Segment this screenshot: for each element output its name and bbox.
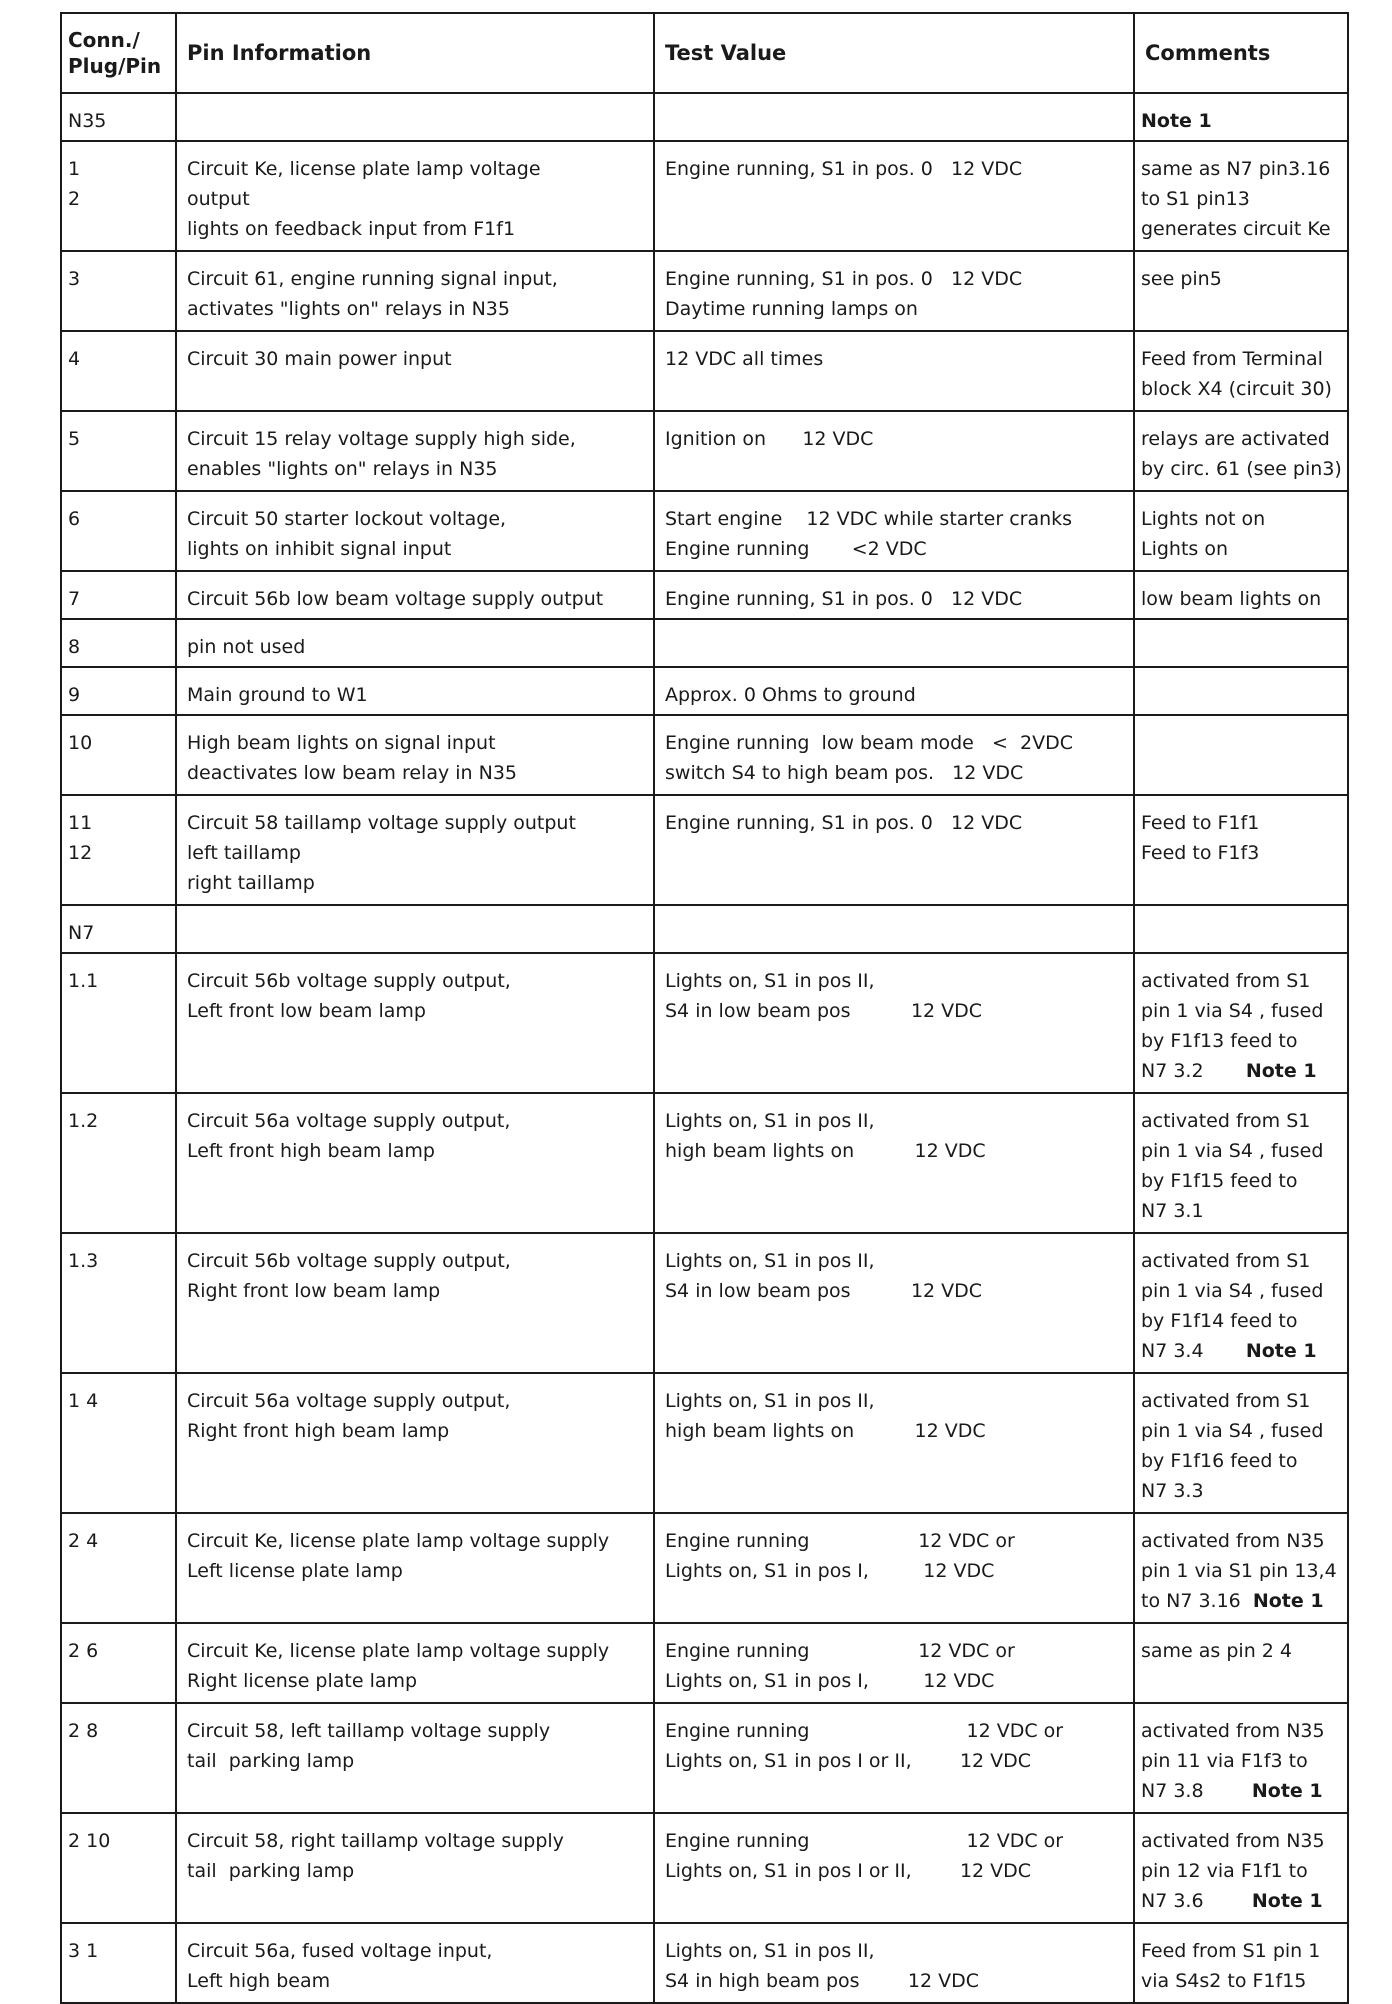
table-header-row (61, 13, 1348, 93)
table-row (61, 905, 1348, 953)
comment-text: Feed from S1 pin 1 (1141, 1940, 1321, 1962)
test-value-line: Engine running 12 VDC or (665, 1830, 1064, 1852)
test-value-line: Lights on, S1 in pos I, 12 VDC (665, 1670, 995, 1692)
cell-test-value (654, 1923, 1134, 2003)
cell-pin-information (176, 1093, 654, 1233)
comment-line (1141, 264, 1343, 294)
cell-conn-plug-pin (61, 667, 176, 715)
cell-pin-information (176, 905, 654, 953)
cell-pin-information (176, 93, 654, 141)
table-row (61, 331, 1348, 411)
conn-line: N7 (68, 922, 95, 944)
cell-test-value (654, 1233, 1134, 1373)
conn-line: 5 (68, 428, 81, 450)
pin-info-line: Circuit 56a, fused voltage input, (187, 1940, 493, 1962)
test-value-line: Engine running 12 VDC or (665, 1720, 1064, 1742)
comment-text: to N7 3.16 (1141, 1590, 1253, 1612)
conn-line: 6 (68, 508, 81, 530)
table-row (61, 571, 1348, 619)
cell-pin-information (176, 1513, 654, 1623)
cell-conn-plug-pin (61, 1813, 176, 1923)
cell-conn-plug-pin (61, 411, 176, 491)
comment-line (1141, 1056, 1343, 1086)
test-value-line: Lights on, S1 in pos II, (665, 1940, 875, 1962)
comment-line (1141, 996, 1343, 1026)
table-row (61, 953, 1348, 1093)
table-body (61, 93, 1348, 2003)
cell-test-value (654, 251, 1134, 331)
cell-test-value (654, 411, 1134, 491)
comment-text: pin 11 via F1f3 to (1141, 1750, 1308, 1772)
test-value-line: S4 in low beam pos 12 VDC (665, 1000, 983, 1022)
cell-conn-plug-pin (61, 1513, 176, 1623)
pin-info-line: Left front high beam lamp (187, 1140, 435, 1162)
cell-test-value (654, 795, 1134, 905)
comment-text: N7 3.4 (1141, 1340, 1246, 1362)
pin-info-line: Circuit 58, left taillamp voltage supply (187, 1720, 551, 1742)
table-row (61, 1233, 1348, 1373)
comment-text: N7 3.3 (1141, 1480, 1204, 1502)
pin-info-line: activates "lights on" relays in N35 (187, 298, 510, 320)
table-row (61, 141, 1348, 251)
cell-pin-information (176, 1703, 654, 1813)
cell-test-value (654, 1093, 1134, 1233)
cell-conn-plug-pin (61, 1233, 176, 1373)
pin-info-line: tail parking lamp (187, 1750, 355, 1772)
cell-test-value (654, 141, 1134, 251)
test-value-line: Start engine 12 VDC while starter cranks (665, 508, 1073, 530)
comment-line (1141, 1886, 1343, 1916)
comment-line (1141, 1166, 1343, 1196)
pin-info-line: enables "lights on" relays in N35 (187, 458, 498, 480)
comment-text: pin 1 via S4 , fused (1141, 1280, 1324, 1302)
comment-line (1141, 1716, 1343, 1746)
comment-line (1141, 344, 1343, 374)
cell-conn-plug-pin (61, 331, 176, 411)
cell-comments (1134, 619, 1348, 667)
cell-conn-plug-pin (61, 571, 176, 619)
cell-pin-information (176, 953, 654, 1093)
cell-pin-information (176, 667, 654, 715)
test-value-line: S4 in high beam pos 12 VDC (665, 1970, 979, 1992)
table-row (61, 1813, 1348, 1923)
comment-text: via S4s2 to F1f15 (1141, 1970, 1307, 1992)
pin-info-line: High beam lights on signal input (187, 732, 496, 754)
test-value-line: Lights on, S1 in pos I or II, 12 VDC (665, 1750, 1032, 1772)
test-value-line: Engine running 12 VDC or (665, 1530, 1015, 1552)
comment-text: Feed to F1f3 (1141, 842, 1260, 864)
conn-line: 3 (68, 268, 81, 290)
pin-info-line: deactivates low beam relay in N35 (187, 762, 517, 784)
comment-line (1141, 1776, 1343, 1806)
cell-comments (1134, 1093, 1348, 1233)
pin-info-line: lights on inhibit signal input (187, 538, 452, 560)
cell-comments (1134, 93, 1348, 141)
table-row (61, 1513, 1348, 1623)
conn-line: 7 (68, 588, 81, 610)
cell-conn-plug-pin (61, 795, 176, 905)
cell-comments (1134, 1813, 1348, 1923)
cell-pin-information (176, 491, 654, 571)
cell-test-value (654, 953, 1134, 1093)
comment-text: pin 1 via S4 , fused (1141, 1140, 1324, 1162)
comment-line (1141, 1026, 1343, 1056)
pin-info-line: lights on feedback input from F1f1 (187, 218, 516, 240)
cell-test-value (654, 1703, 1134, 1813)
cell-comments (1134, 1233, 1348, 1373)
header-comments: Comments (1134, 13, 1348, 93)
comment-text: activated from S1 (1141, 970, 1311, 992)
comment-line (1141, 1586, 1343, 1616)
cell-test-value (654, 1513, 1134, 1623)
pin-info-line: Circuit Ke, license plate lamp voltage (187, 158, 541, 180)
pin-info-line: Circuit 58 taillamp voltage supply output (187, 812, 576, 834)
cell-test-value (654, 905, 1134, 953)
test-value-line: Engine running low beam mode < 2VDC (665, 732, 1073, 754)
cell-test-value (654, 1373, 1134, 1513)
conn-line: 12 (68, 842, 93, 864)
pin-info-line: Left front low beam lamp (187, 1000, 426, 1022)
comment-line (1141, 808, 1343, 838)
comment-line (1141, 1416, 1343, 1446)
cell-comments (1134, 953, 1348, 1093)
comment-text: by F1f15 feed to (1141, 1170, 1298, 1192)
pin-info-line: Left license plate lamp (187, 1560, 403, 1582)
test-value-line: Lights on, S1 in pos II, (665, 1250, 875, 1272)
cell-comments (1134, 491, 1348, 571)
conn-line: 1.3 (68, 1250, 99, 1272)
test-value-line: Ignition on 12 VDC (665, 428, 874, 450)
cell-test-value (654, 93, 1134, 141)
comment-text: relays are activated (1141, 428, 1330, 450)
cell-test-value (654, 667, 1134, 715)
cell-comments (1134, 331, 1348, 411)
pin-info-line: Circuit Ke, license plate lamp voltage supply (187, 1530, 610, 1552)
cell-comments (1134, 1623, 1348, 1703)
test-value-line: switch S4 to high beam pos. 12 VDC (665, 762, 1024, 784)
comment-line (1141, 1476, 1343, 1506)
comment-line (1141, 1106, 1343, 1136)
comment-line (1141, 424, 1343, 454)
comment-text: Feed to F1f1 (1141, 812, 1260, 834)
pin-info-line: Circuit 15 relay voltage supply high side, (187, 428, 576, 450)
test-value-line: Engine running 12 VDC or (665, 1640, 1015, 1662)
comment-text: N7 3.1 (1141, 1200, 1204, 1222)
comment-line (1141, 154, 1343, 184)
pin-info-line: Right license plate lamp (187, 1670, 418, 1692)
pin-info-line: Circuit 56b low beam voltage supply output (187, 588, 604, 610)
pin-info-line: Main ground to W1 (187, 684, 368, 706)
cell-conn-plug-pin (61, 141, 176, 251)
pin-info-line: Circuit 56a voltage supply output, (187, 1110, 511, 1132)
comment-text: activated from S1 (1141, 1110, 1311, 1132)
cell-comments (1134, 715, 1348, 795)
cell-conn-plug-pin (61, 1373, 176, 1513)
conn-line: 1.2 (68, 1110, 99, 1132)
pin-info-line: Circuit 61, engine running signal input, (187, 268, 558, 290)
comment-line (1141, 1746, 1343, 1776)
note-reference: Note 1 (1245, 1060, 1317, 1082)
cell-comments (1134, 251, 1348, 331)
test-value-line: Lights on, S1 in pos II, (665, 1110, 875, 1132)
comment-text: N7 3.2 (1141, 1060, 1246, 1082)
pin-info-line: pin not used (187, 636, 306, 658)
comment-line (1141, 1386, 1343, 1416)
comment-text: activated from N35 (1141, 1530, 1325, 1552)
pin-info-line: Left high beam (187, 1970, 331, 1992)
pin-info-line: Circuit 30 main power input (187, 348, 452, 370)
table-row (61, 667, 1348, 715)
comment-line (1141, 1136, 1343, 1166)
header-conn-line: Plug/Pin (68, 54, 162, 78)
pin-info-line: Circuit 56a voltage supply output, (187, 1390, 511, 1412)
cell-comments (1134, 411, 1348, 491)
header-conn-line: Conn./ (68, 28, 140, 52)
test-value-line: 12 VDC all times (665, 348, 824, 370)
comment-text: activated from S1 (1141, 1390, 1311, 1412)
comment-text: by F1f13 feed to (1141, 1030, 1298, 1052)
pin-information-table (60, 12, 1349, 2004)
table-row (61, 1373, 1348, 1513)
comment-line (1141, 1856, 1343, 1886)
pin-info-line: Circuit 56b voltage supply output, (187, 1250, 511, 1272)
comment-line (1141, 838, 1343, 868)
comment-line (1141, 504, 1343, 534)
table-row (61, 491, 1348, 571)
comment-text: by F1f16 feed to (1141, 1450, 1298, 1472)
cell-conn-plug-pin (61, 905, 176, 953)
cell-conn-plug-pin (61, 1703, 176, 1813)
comment-text: by circ. 61 (see pin3) (1141, 458, 1342, 480)
cell-comments (1134, 571, 1348, 619)
cell-test-value (654, 1813, 1134, 1923)
comment-line (1141, 1196, 1343, 1226)
comment-text: pin 12 via F1f1 to (1141, 1860, 1308, 1882)
conn-line: 2 6 (68, 1640, 99, 1662)
comment-line (1141, 1246, 1343, 1276)
test-value-line: Engine running <2 VDC (665, 538, 927, 560)
table-row (61, 715, 1348, 795)
test-value-line: high beam lights on 12 VDC (665, 1420, 986, 1442)
cell-pin-information (176, 1373, 654, 1513)
cell-comments (1134, 141, 1348, 251)
comment-text: same as N7 pin3.16 (1141, 158, 1331, 180)
table-row (61, 1093, 1348, 1233)
pin-info-line: tail parking lamp (187, 1860, 355, 1882)
cell-test-value (654, 1623, 1134, 1703)
note-reference: Note 1 (1252, 1590, 1324, 1612)
conn-line: 11 (68, 812, 93, 834)
cell-test-value (654, 571, 1134, 619)
conn-line: 2 8 (68, 1720, 99, 1742)
comment-text: by F1f14 feed to (1141, 1310, 1298, 1332)
comment-line (1141, 1966, 1343, 1996)
test-value-line: S4 in low beam pos 12 VDC (665, 1280, 983, 1302)
comment-line (1141, 184, 1343, 214)
cell-conn-plug-pin (61, 251, 176, 331)
comment-text: N7 3.8 (1141, 1780, 1252, 1802)
header-test-value: Test Value (654, 13, 1134, 93)
comment-line (1141, 1446, 1343, 1476)
cell-conn-plug-pin (61, 93, 176, 141)
table-row (61, 1703, 1348, 1813)
pin-info-line: Right front low beam lamp (187, 1280, 441, 1302)
comment-text: same as pin 2 4 (1141, 1640, 1292, 1662)
comment-text: generates circuit Ke (1141, 218, 1331, 240)
cell-test-value (654, 715, 1134, 795)
note-reference: Note 1 (1245, 1340, 1317, 1362)
comment-line (1141, 1276, 1343, 1306)
comment-text: activated from S1 (1141, 1250, 1311, 1272)
table-row (61, 1623, 1348, 1703)
conn-line: 2 4 (68, 1530, 99, 1552)
conn-line: 9 (68, 684, 81, 706)
cell-conn-plug-pin (61, 619, 176, 667)
test-value-line: Lights on, S1 in pos I or II, 12 VDC (665, 1860, 1032, 1882)
cell-comments (1134, 1923, 1348, 2003)
cell-test-value (654, 331, 1134, 411)
comment-text: Note 1 (1141, 110, 1212, 132)
comment-line (1141, 1336, 1343, 1366)
comment-line (1141, 1526, 1343, 1556)
pin-info-line: Circuit 56b voltage supply output, (187, 970, 511, 992)
comment-text: pin 1 via S4 , fused (1141, 1000, 1324, 1022)
cell-pin-information (176, 619, 654, 667)
comment-text: N7 3.6 (1141, 1890, 1252, 1912)
cell-test-value (654, 491, 1134, 571)
pin-info-line: right taillamp (187, 872, 315, 894)
comment-text: activated from N35 (1141, 1830, 1325, 1852)
cell-pin-information (176, 795, 654, 905)
comment-text: low beam lights on (1141, 588, 1322, 610)
comment-line (1141, 966, 1343, 996)
comment-line (1141, 454, 1343, 484)
cell-conn-plug-pin (61, 715, 176, 795)
cell-comments (1134, 1513, 1348, 1623)
comment-text: Lights on (1141, 538, 1229, 560)
pin-info-line: Circuit 58, right taillamp voltage supply (187, 1830, 564, 1852)
cell-pin-information (176, 251, 654, 331)
cell-comments (1134, 667, 1348, 715)
cell-comments (1134, 1703, 1348, 1813)
comment-line (1141, 106, 1343, 136)
cell-conn-plug-pin (61, 1923, 176, 2003)
pin-info-line: Right front high beam lamp (187, 1420, 450, 1442)
note-reference: Note 1 (1251, 1780, 1323, 1802)
pin-info-line: Circuit Ke, license plate lamp voltage supply (187, 1640, 610, 1662)
table-row (61, 411, 1348, 491)
conn-line: 2 10 (68, 1830, 111, 1852)
cell-pin-information (176, 331, 654, 411)
header-pin-information: Pin Information (176, 13, 654, 93)
comment-line (1141, 1636, 1343, 1666)
table-row (61, 93, 1348, 141)
cell-pin-information (176, 1813, 654, 1923)
cell-pin-information (176, 1623, 654, 1703)
cell-pin-information (176, 1923, 654, 2003)
pin-info-line: left taillamp (187, 842, 301, 864)
comment-text: to S1 pin13 (1141, 188, 1250, 210)
conn-line: 8 (68, 636, 81, 658)
cell-pin-information (176, 571, 654, 619)
conn-line: 1 (68, 158, 81, 180)
test-value-line: Engine running, S1 in pos. 0 12 VDC (665, 268, 1023, 290)
table-row (61, 251, 1348, 331)
table-row (61, 1923, 1348, 2003)
comment-text: Feed from Terminal (1141, 348, 1323, 370)
cell-pin-information (176, 411, 654, 491)
test-value-line: Approx. 0 Ohms to ground (665, 684, 916, 706)
table-row (61, 795, 1348, 905)
conn-line: 2 (68, 188, 81, 210)
test-value-line: Daytime running lamps on (665, 298, 918, 320)
test-value-line: Lights on, S1 in pos II, (665, 970, 875, 992)
comment-text: pin 1 via S1 pin 13,4 (1141, 1560, 1337, 1582)
test-value-line: Lights on, S1 in pos II, (665, 1390, 875, 1412)
comment-text: Lights not on (1141, 508, 1266, 530)
cell-comments (1134, 795, 1348, 905)
cell-pin-information (176, 715, 654, 795)
cell-test-value (654, 619, 1134, 667)
comment-line (1141, 1936, 1343, 1966)
comment-line (1141, 374, 1343, 404)
cell-comments (1134, 905, 1348, 953)
cell-conn-plug-pin (61, 491, 176, 571)
pin-info-line: Circuit 50 starter lockout voltage, (187, 508, 507, 530)
note-reference: Note 1 (1251, 1890, 1323, 1912)
test-value-line: Engine running, S1 in pos. 0 12 VDC (665, 588, 1023, 610)
conn-line: 4 (68, 348, 81, 370)
conn-line: 1.1 (68, 970, 99, 992)
comment-line (1141, 584, 1343, 614)
test-value-line: high beam lights on 12 VDC (665, 1140, 986, 1162)
table-row (61, 619, 1348, 667)
test-value-line: Lights on, S1 in pos I, 12 VDC (665, 1560, 995, 1582)
comment-text: block X4 (circuit 30) (1141, 378, 1332, 400)
cell-conn-plug-pin (61, 953, 176, 1093)
comment-line (1141, 214, 1343, 244)
cell-pin-information (176, 141, 654, 251)
comment-line (1141, 1306, 1343, 1336)
cell-pin-information (176, 1233, 654, 1373)
conn-line: N35 (68, 110, 107, 132)
comment-line (1141, 1556, 1343, 1586)
conn-line: 10 (68, 732, 93, 754)
test-value-line: Engine running, S1 in pos. 0 12 VDC (665, 812, 1023, 834)
comment-text: pin 1 via S4 , fused (1141, 1420, 1324, 1442)
comment-text: activated from N35 (1141, 1720, 1325, 1742)
cell-conn-plug-pin (61, 1093, 176, 1233)
cell-comments (1134, 1373, 1348, 1513)
cell-conn-plug-pin (61, 1623, 176, 1703)
pin-info-line: output (187, 188, 250, 210)
test-value-line: Engine running, S1 in pos. 0 12 VDC (665, 158, 1023, 180)
header-conn (61, 13, 176, 93)
comment-line (1141, 534, 1343, 564)
conn-line: 1 4 (68, 1390, 99, 1412)
comment-text: see pin5 (1141, 268, 1222, 290)
conn-line: 3 1 (68, 1940, 99, 1962)
comment-line (1141, 1826, 1343, 1856)
